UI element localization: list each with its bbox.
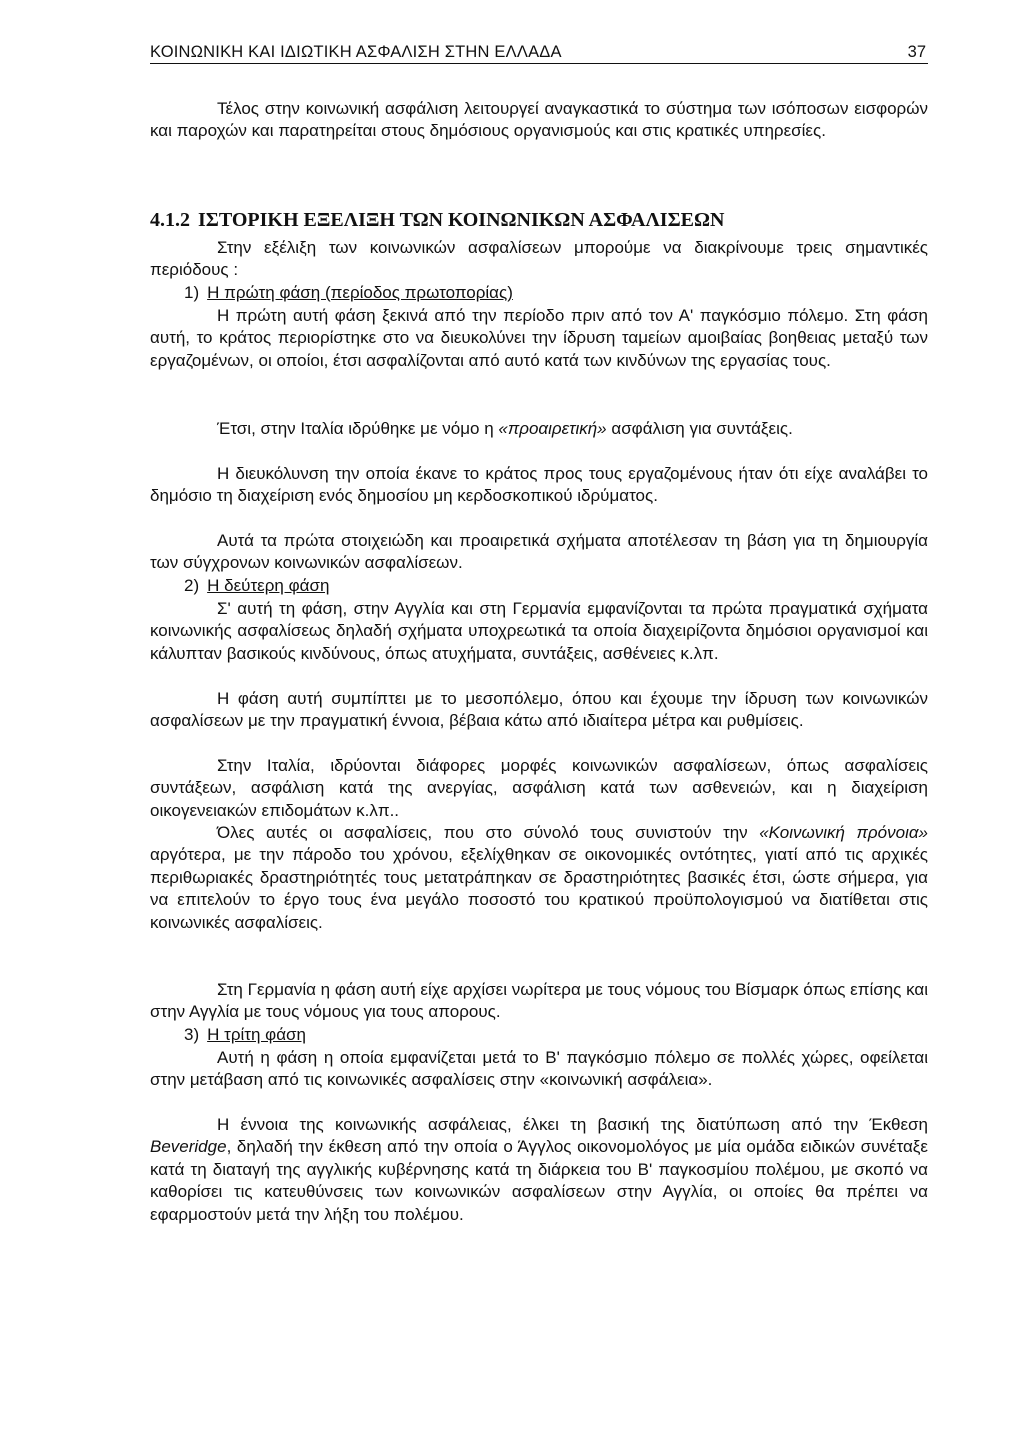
phase-3-p2-text-b: , δηλαδή την έκθεση από την οποία ο Άγγλος οικονομολόγος με μία ομάδα ειδικών συνέταξε κατά τη διαταγή της αγγλικής κυβέρνησης κατά τη διάρκεια του Β' παγκοσμίου πολέμου, με σκοπό να καθορίσει τις κατευθύνσεις των κοινωνικών ασφαλίσεων στην Αγγλία, οι οποίες θα πρέπει να εφαρμοστούν μετά την λήξη του πολέμου. — [150, 1137, 928, 1224]
phase-2-p4-italic: «Κοινωνική πρόνοια» — [759, 823, 928, 842]
phase-2-paragraph-2: Η φάση αυτή συμπίπτει με το μεσοπόλεμο, όπου και έχουμε την ίδρυση των κοινωνικών ασφαλίσεων με την πραγματική έννοια, βέβαια κάτω από ιδιαίτερα μέτρα και ρυθμίσεις. — [150, 689, 928, 731]
phase-1-p2-text-b: ασφάλιση για συντάξεις. — [606, 419, 793, 438]
phase-1-paragraph-4: Αυτά τα πρώτα στοιχειώδη και προαιρετικά σχήματα αποτέλεσαν τη βάση για τη δημιουργία των σύγχρονων κοινωνικών ασφαλίσεων. — [150, 531, 928, 573]
phase-1-paragraph-2 — [150, 418, 928, 440]
phase-3-number: 3) — [184, 1025, 200, 1044]
phase-2-paragraph-4 — [150, 822, 928, 934]
phase-2-heading — [184, 575, 329, 597]
phase-3-paragraph-2 — [150, 1114, 928, 1226]
phase-3-paragraph-1: Αυτή η φάση η οποία εμφανίζεται μετά το Β' παγκόσμιο πόλεμο σε πολλές χώρες, οφείλεται στην μετάβαση από τις κοινωνικές ασφαλίσεις στην «κοινωνική ασφάλεια». — [150, 1048, 928, 1090]
phase-1-title: Η πρώτη φάση (περίοδος πρωτοπορίας) — [207, 283, 513, 302]
phase-1-paragraph-3: Η διευκόλυνση την οποία έκανε το κράτος προς τους εργαζομένους ήταν ότι είχε αναλάβει το δημόσιο τη διαχείριση ενός δημοσίου μη κερδοσκοπικού ιδρύματος. — [150, 464, 928, 506]
phase-2-p4-text-b: αργότερα, με την πάροδο του χρόνου, εξελίχθηκαν σε οικονομικές οντότητες, γιατί από τις αρχικές περιθωριακές δραστηριότητές τους μετατράπηκαν σε δραστηριότητες βασικές έτσι, ώστε σήμερα, για να επιτελούν το έργο τους ένα μεγάλο ποσοστό του κρατικού προϋπολογισμού να διατίθεται στις κοινωνικές ασφαλίσεις. — [150, 845, 928, 932]
phase-1-p2-text-a: Έτσι, στην Ιταλία ιδρύθηκε με νόμο η — [217, 419, 499, 438]
phase-1-number: 1) — [184, 283, 200, 302]
phase-1-paragraph-1: Η πρώτη αυτή φάση ξεκινά από την περίοδο πριν από τον Α' παγκόσμιο πόλεμο. Στη φάση αυτή, το κράτος περιορίστηκε στο να διευκολύνει την ίδρυση ταμείων αμοιβαίας βοηθειας μεταξύ των εργαζομένων, οι οποίοι, έτσι ασφαλίζονται από αυτό κατά των κινδύνων της εργασίας τους. — [150, 306, 928, 370]
header-title: ΚΟΙΝΩΝΙΚΗ ΚΑΙ ΙΔΙΩΤΙΚΗ ΑΣΦΑΛΙΣΗ ΣΤΗΝ ΕΛΛΑΔΑ — [150, 43, 562, 61]
intro-paragraph: Τέλος στην κοινωνική ασφάλιση λειτουργεί αναγκαστικά το σύστημα των ισόποσων εισφορών και παροχών και παρατηρείται στους δημόσιους οργανισμούς και στις κρατικές υπηρεσίες. — [150, 99, 928, 141]
phase-1-p2-italic: «προαιρετική» — [498, 419, 607, 438]
phase-3-title: Η τρίτη φάση — [207, 1025, 306, 1044]
phase-2-paragraph-1: Σ' αυτή τη φάση, στην Αγγλία και στη Γερμανία εμφανίζονται τα πρώτα πραγματικά σχήματα κοινωνικής ασφαλίσεως δηλαδή σχήματα υποχρεωτικά τα οποία διαχειρίζοντα δημόσιοι οργανισμοί και κάλυπταν βασικούς κινδύνους, όπως ατυχήματα, συντάξεις, ασθένειες κ.λπ. — [150, 599, 928, 663]
phase-2-p4-text-a: Όλες αυτές οι ασφαλίσεις, που στο σύνολό τους συνιστούν την — [217, 823, 760, 842]
phase-2-number: 2) — [184, 576, 200, 595]
phase-2-paragraph-3: Στην Ιταλία, ιδρύονται διάφορες μορφές κοινωνικών ασφαλίσεων, όπως ασφαλίσεις συντάξεων, ασφάλιση κατά της ανεργίας, ασφάλιση κατά των ασθενειών, και η διαχείριση οικογενειακών επιδομάτων κ.λπ.. — [150, 756, 928, 820]
section-number: 4.1.2 — [150, 209, 190, 231]
section-title: ΙΣΤΟΡΙΚΗ ΕΞΕΛΙΞΗ ΤΩΝ ΚΟΙΝΩΝΙΚΩΝ ΑΣΦΑΛΙΣΕΩΝ — [198, 209, 725, 231]
phase-3-p2-text-a: Η έννοια της κοινωνικής ασφάλειας, έλκει τη βασική της διατύπωση από την Έκθεση — [217, 1115, 928, 1134]
phase-3-p2-italic: Beveridge — [150, 1137, 227, 1157]
phase-1-heading — [184, 282, 513, 304]
phase-2-paragraph-5: Στη Γερμανία η φάση αυτή είχε αρχίσει νωρίτερα με τους νόμους του Βίσμαρκ όπως επίσης και στην Αγγλία με τους νόμους για τους απορους. — [150, 980, 928, 1022]
section-lead: Στην εξέλιξη των κοινωνικών ασφαλίσεων μπορούμε να διακρίνουμε τρεις σημαντικές περιόδους : — [150, 238, 928, 280]
running-header — [150, 41, 928, 64]
phase-2-title: Η δεύτερη φάση — [207, 576, 330, 595]
page-number: 37 — [907, 43, 926, 61]
phase-3-heading — [184, 1024, 306, 1046]
section-heading — [150, 207, 928, 233]
